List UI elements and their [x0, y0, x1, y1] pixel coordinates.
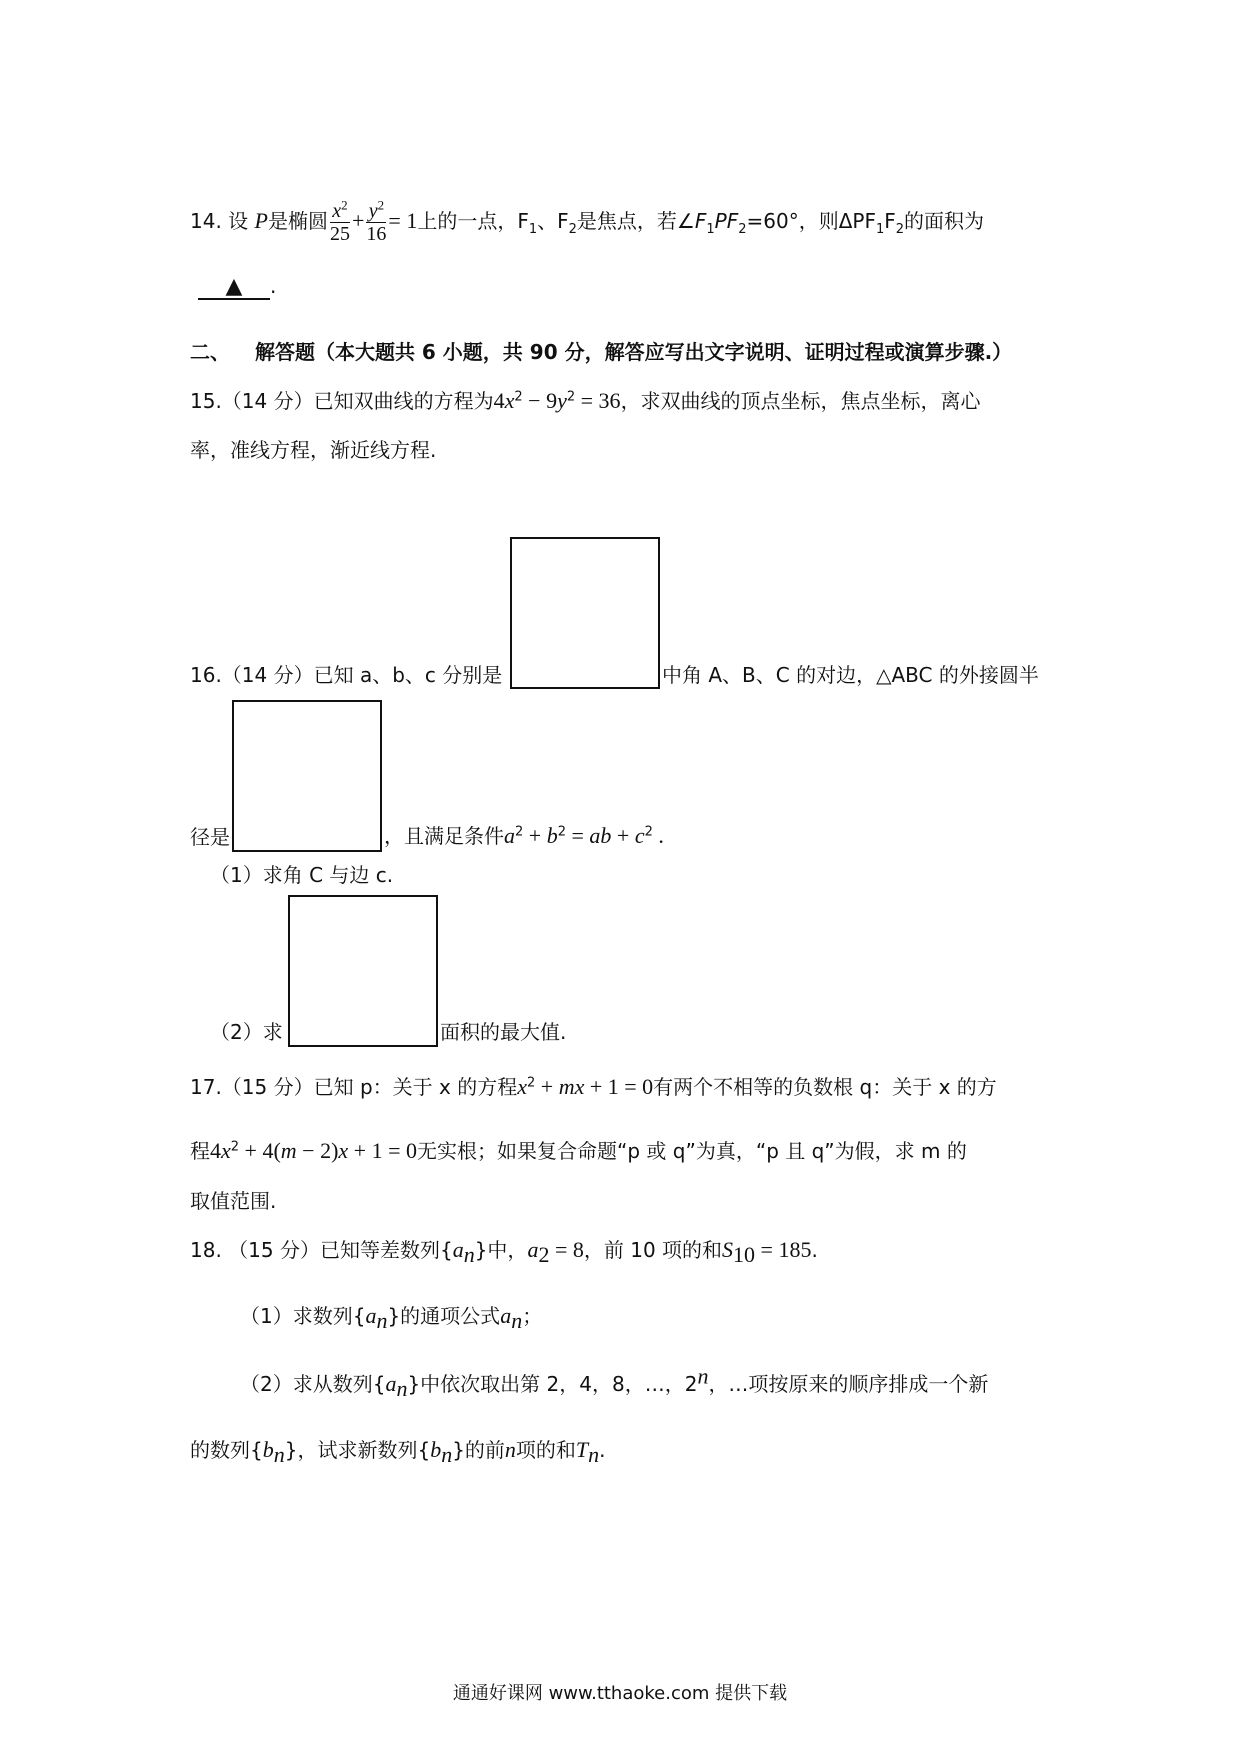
placeholder-image-3 — [288, 895, 438, 1047]
q14-number: 14. — [190, 209, 222, 233]
section-label: 二、 — [190, 340, 230, 364]
q18-line1: 18. （15 分）已知等差数列$\{a_n\}$中，$a_2 = 8$，前 10 项的和$S_{10} = 185$. — [190, 1237, 818, 1267]
placeholder-image-1 — [510, 537, 660, 689]
q14-answer-blank: ▲ . — [198, 274, 276, 300]
q16-part1: （1）求角 C 与边 c. — [210, 863, 394, 887]
q16-line1-tail: 中角 A、B、C 的对边，△ABC 的外接圆半 — [662, 663, 1039, 687]
q16-line2: 径是 — [190, 825, 230, 849]
section-heading — [190, 340, 1012, 364]
q17-line3: 取值范围. — [190, 1189, 277, 1213]
triangle-icon: ▲ — [198, 276, 270, 300]
placeholder-image-2 — [232, 700, 382, 852]
q16-line2-tail: ，且满足条件$a^2 + b^2$ = ab + $c^2$ . — [384, 823, 664, 848]
q17-line1: 17.（15 分）已知 p：关于 x 的方程$x^2$ + mx + 1 = 0有两个不相等的负数根 q：关于 x 的方 — [190, 1074, 997, 1099]
q18-part2: （2）求从数列$\{a_n\}$中依次取出第 2，4，8，…，2$^n$，…项按原来的顺序排成一个新 — [240, 1363, 989, 1401]
q15-line1: 15.（14 分）已知双曲线的方程为$4x^2 - 9y^2 = 36$，求双曲线的顶点坐标，焦点坐标，离心 — [190, 388, 981, 413]
fraction-y2-16: $\frac{y^2}{16}$ — [366, 197, 387, 245]
q16-part2: （2）求 — [210, 1020, 283, 1044]
footer-text: 通通好课网 www.tthaoke.com 提供下载 — [452, 1683, 788, 1704]
q15-line2: 率，准线方程，渐近线方程. — [190, 438, 437, 462]
q16-line1: 16.（14 分）已知 a、b、c 分别是 — [190, 663, 503, 687]
fraction-x2-25: $\frac{x^2}{25}$ — [329, 197, 350, 245]
q18-part1: （1）求数列$\{a_n\}$的通项公式$a_n$； — [240, 1303, 543, 1333]
q18-part3: 的数列$\{b_n\}$，试求新数列$\{b_n\}$的前n项的和$T_n$. — [190, 1437, 606, 1467]
q17-line2: 程$4x^2 + 4(m - 2)x + 1 = 0$无实根；如果复合命题“p 或 q”为真，“p 且 q”为假，求 m 的 — [190, 1138, 967, 1163]
q14-line1: 14. 设 P是椭圆 $\frac{x^2}{25}$ + $\frac{y^2}{16}$ = 1上的一点，$F_1$、$F_2$是焦点，若$\angle F_1PF_2=60^\circ$，则$\Delta PF_1F_2$的面积为 — [190, 197, 985, 245]
q16-part2-tail: 面积的最大值. — [440, 1020, 567, 1044]
section-title: 解答题（本大题共 6 小题，共 90 分，解答应写出文字说明、证明过程或演算步骤.） — [254, 340, 1013, 364]
